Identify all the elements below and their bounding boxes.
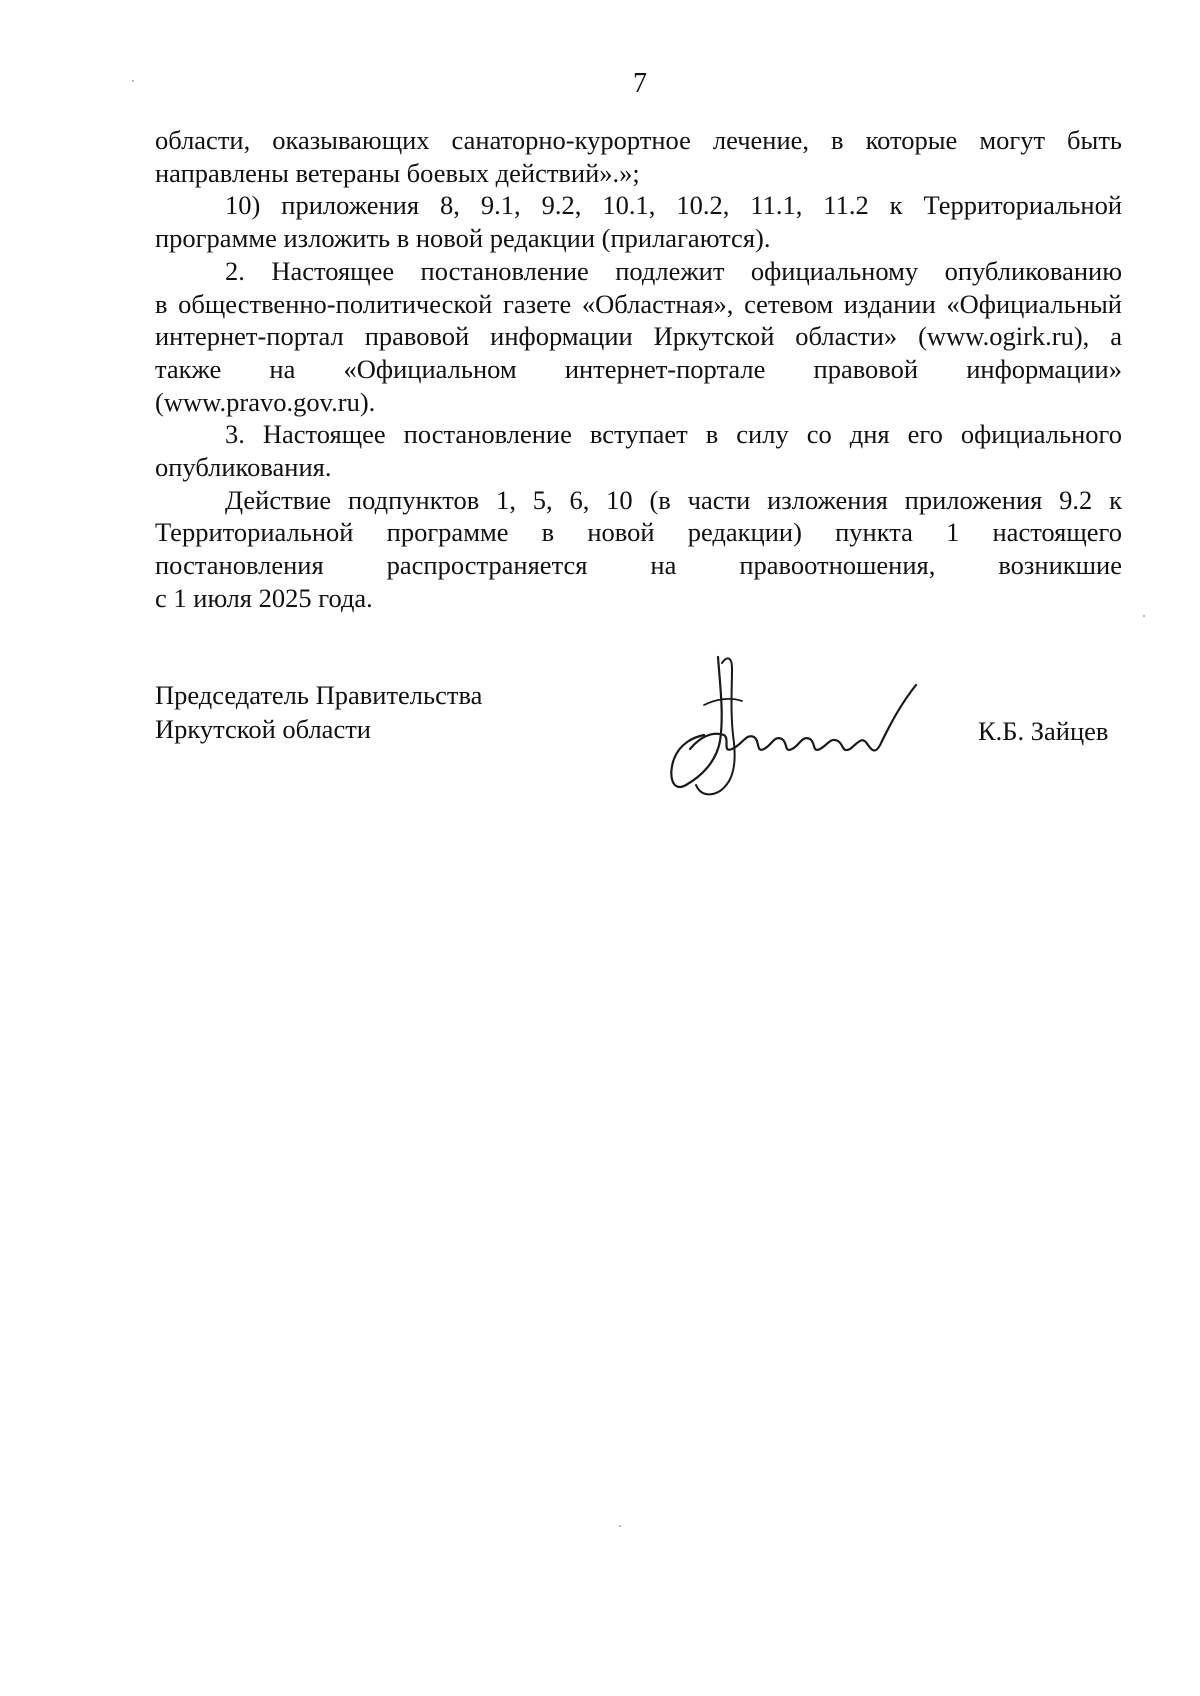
paragraph-item-3 (155, 418, 1122, 483)
text-line: с 1 июля 2025 года. (155, 582, 373, 613)
text-line: постановления распространяется на правоотношения, возникшие (155, 550, 1122, 581)
text-line: 3. Настоящее постановление вступает в силу со дня его официального (225, 419, 1122, 450)
text-line: Территориальной программе в новой редакции) пункта 1 настоящего (155, 517, 1122, 548)
paragraph-effective-date (155, 484, 1122, 615)
paragraph-subitem-10 (155, 189, 1122, 254)
text-line: 10) приложения 8, 9.1, 9.2, 10.1, 10.2, 11.1, 11.2 к Территориальной (225, 190, 1122, 221)
text-line: области, оказывающих санаторно-курортное лечение, в которые могут быть (155, 125, 1122, 155)
paragraph-item-2 (155, 255, 1122, 419)
text-line: Действие подпунктов 1, 5, 6, 10 (в части изложения приложения 9.2 к (225, 484, 1122, 515)
text-line: программе изложить в новой редакции (прилагаются). (155, 223, 771, 254)
scan-artifact (1143, 615, 1145, 617)
position-line: Председатель Правительства (155, 680, 483, 710)
page-number: 7 (633, 68, 647, 99)
paragraph-continuation (155, 124, 1122, 189)
text-line: направлены ветераны боевых действий».»; (155, 157, 640, 188)
signatory-position (155, 678, 482, 746)
handwritten-signature (660, 645, 940, 815)
text-line: опубликования. (155, 452, 332, 483)
text-line: в общественно-политической газете «Областная», сетевом издании «Официальный (155, 288, 1122, 319)
signer-name: К.Б. Зайцев (978, 716, 1109, 746)
document-body (155, 124, 1122, 615)
position-line: Иркутской области (155, 714, 371, 744)
text-line: интернет-портал правовой информации Иркутской области» (www.ogirk.ru), а (155, 321, 1122, 352)
text-line: 2. Настоящее постановление подлежит официальному опубликованию (225, 255, 1122, 286)
text-line: (www.pravo.gov.ru). (155, 386, 376, 417)
scan-artifact (619, 1525, 621, 1527)
scan-artifact (132, 80, 134, 82)
text-line: также на «Официальном интернет-портале правовой информации» (155, 353, 1122, 384)
